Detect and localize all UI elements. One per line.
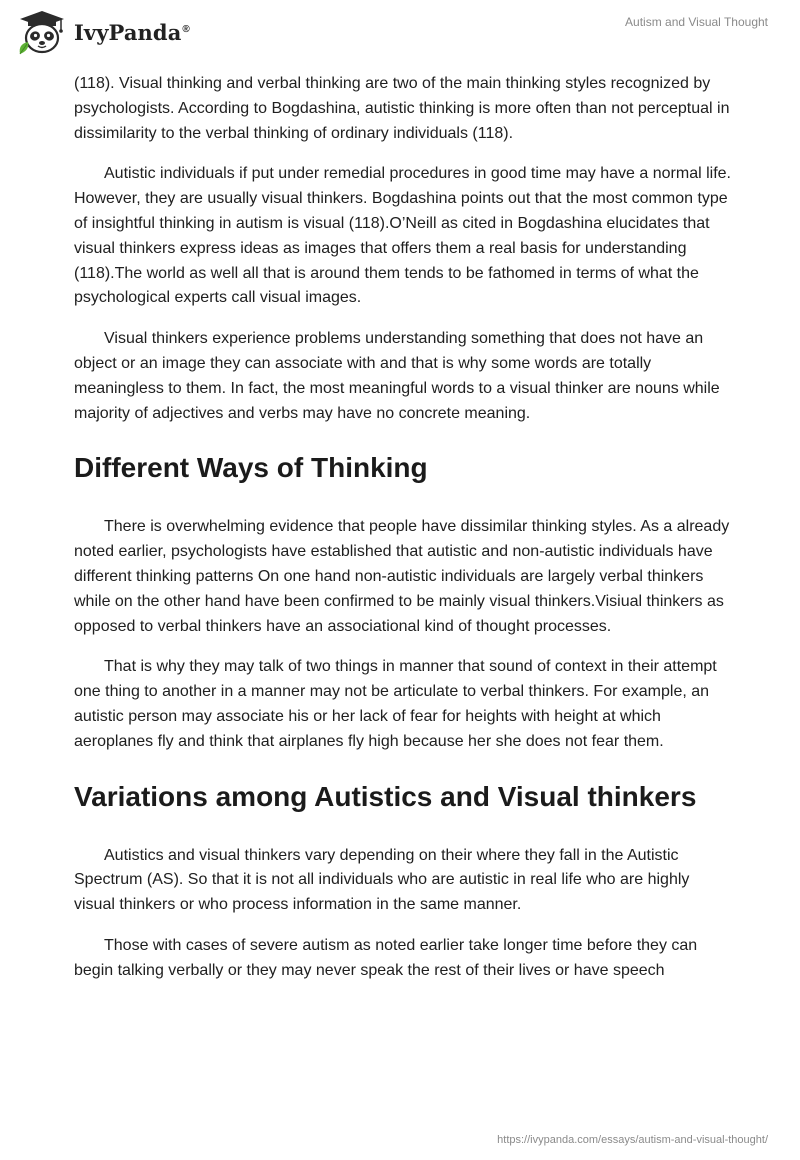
paragraph: Autistic individuals if put under remedial procedures in good time may have a normal life. However, they are usually visual thinkers. Bogdashina points out that the most common type of insightful thinking in autism is visual (118).O’Neill as cited in Bogdashina elucidates that visual thinkers express ideas as images that offers them a real basis for understanding (118).The world as well all that is around them tends to be fathomed in terms of what the psychological experts call visual images. bbox=[74, 165, 731, 307]
source-url[interactable]: https://ivypanda.com/essays/autism-and-visual-thought/ bbox=[497, 1134, 768, 1146]
ivypanda-logo[interactable] bbox=[14, 8, 190, 56]
paragraph: There is overwhelming evidence that people have dissimilar thinking styles. As a already noted earlier, psychologists have established that autistic and non-autistic individuals have different thinking patterns On one hand non-autistic individuals are largely verbal thinkers while on the other hand have been confirmed to be mainly visual thinkers.Visiual thinkers as opposed to verbal thinkers have an associational kind of thought processes. bbox=[74, 518, 730, 635]
paragraph: That is why they may talk of two things in manner that sound of context in their attempt one thing to another in a manner may not be articulate to verbal thinkers. For example, an autistic person may associate his or her lack of fear for heights with height at which aeroplanes fly and think that airplanes fly high because her she does not fear them. bbox=[74, 658, 717, 750]
essay-content bbox=[74, 72, 734, 1000]
logo-wordmark: IvyPanda® bbox=[74, 19, 190, 45]
running-title: Autism and Visual Thought bbox=[625, 15, 768, 29]
paragraph: (118). Visual thinking and verbal thinking are two of the main thinking styles recognized by psychologists. According to Bogdashina, autistic thinking is more often than not perceptual in dissimilarity to the verbal thinking of ordinary individuals (118). bbox=[74, 75, 730, 142]
paragraph: Those with cases of severe autism as noted earlier take longer time before they can begin talking verbally or they may never speak the rest of their lives or have speech bbox=[74, 936, 698, 979]
section-heading: Variations among Autistics and Visual thinkers bbox=[74, 780, 697, 812]
paragraph: Autistics and visual thinkers vary depending on their where they fall in the Autistic Spectrum (AS). So that it is not all individuals who are autistic in real life who are highly visual thinkers or who process information in the same manner. bbox=[74, 846, 690, 914]
page-header bbox=[0, 0, 800, 64]
panda-logo-icon bbox=[14, 8, 70, 56]
section-heading: Different Ways of Thinking bbox=[74, 452, 428, 484]
paragraph: Visual thinkers experience problems understanding something that does not have an object or an image they can associate with and that is why some words are totally meaningless to them. In fact, the most meaningful words to a visual thinker are nouns while majority of adjectives and verbs may have no concrete meaning. bbox=[74, 330, 720, 422]
